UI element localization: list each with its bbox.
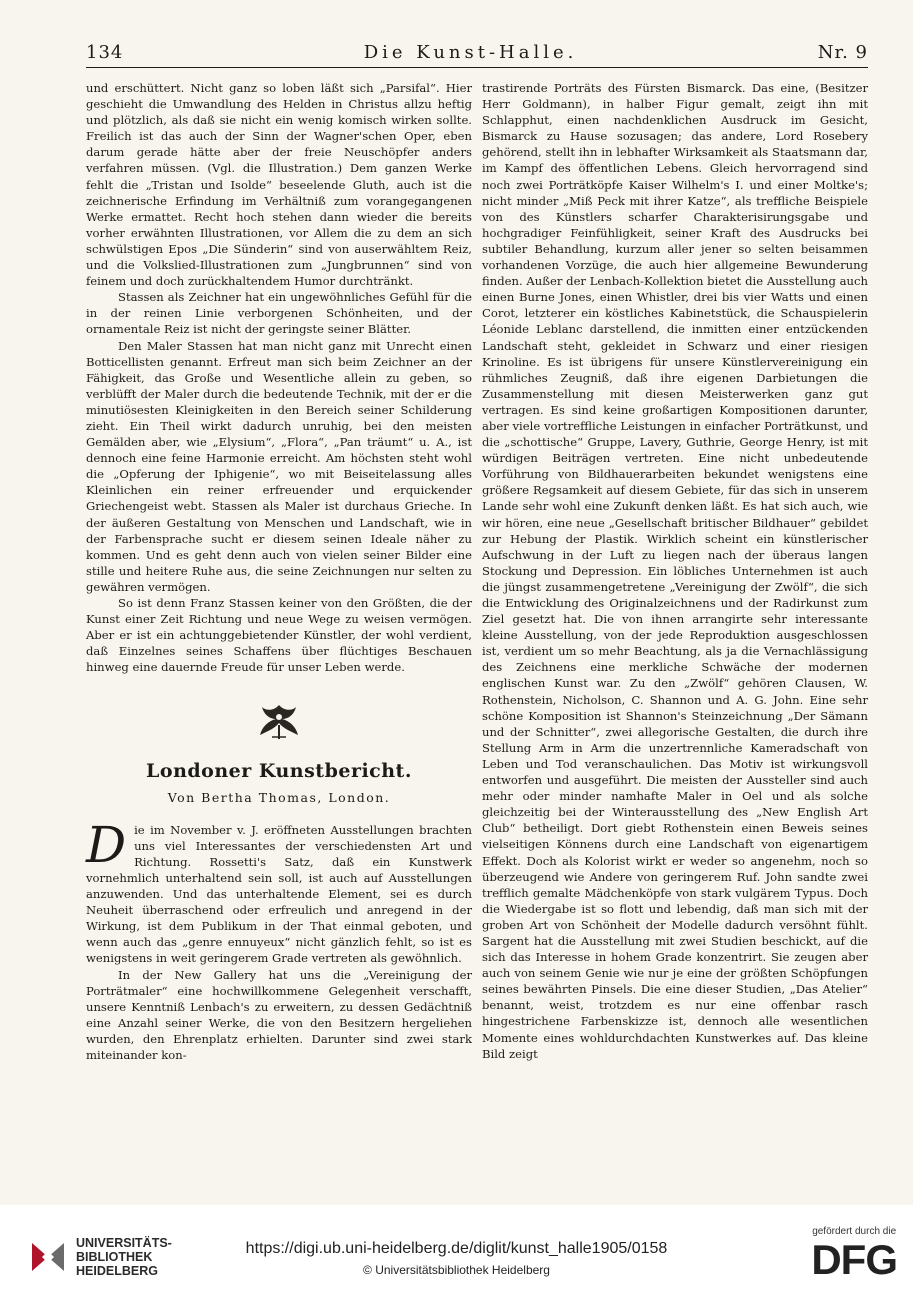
ornament-icon [86,701,472,741]
left-column [86,80,472,1063]
byline: Von Bertha Thomas, London. [167,789,391,805]
running-title: Die Kunst-Halle. [363,42,578,63]
page-number: 134 [86,42,124,63]
article-opening [86,815,472,967]
library-name-line: HEIDELBERG [76,1264,158,1278]
library-name-line: BIBLIOTHEK [76,1250,153,1264]
paragraph: In der New Gallery hat uns die „Vereinigung der Porträtmaler“ eine hochwillkommene Gelegenheit verschafft, unsere Kenntniß Lenbach's zu erweitern, zu dessen Gedächtniß eine Anzahl seiner Werke, die von den Besitzern hergeliehen wurden, den Ehrenplatz erhielten. Darunter sind zwei stark miteinander kon- [86,967,472,1062]
page-header [86,40,868,68]
dropcap: D [86,815,127,874]
paragraph: So ist denn Franz Stassen keiner von den Größten, die der Kunst einer Zeit Richtung und neue Wege zu weisen vermögen. Aber er ist ein achtunggebietender Künstler, der wohl verdient, daß Einzelnes seines Schaffens über flüchtiges Beschauen hinweg eine dauernde Freude für unser Leben werde. [86,596,472,675]
paragraph: Stassen als Zeichner hat ein ungewöhnliches Gefühl für die in der reinen Linie verborgenen Schönheiten, und der ornamentale Reiz ist nicht der geringste seiner Blätter. [86,290,472,337]
funder-mark: DFG [811,1236,897,1283]
dfg-logo[interactable] [811,1226,897,1281]
paragraph: trastirende Porträts des Fürsten Bismarck. Das eine, (Besitzer Herr Goldmann), in halber Figur gemalt, zeigt ihn mit Schlapphut, einen nachdenklichen Ausdruck im Gesicht, Bismarck zu Hause sozusagen; das andere, Lord Rosebery gehörend, stellt ihn in lebhafter Wirksamkeit als Staatsmann dar, im Kampf des öffentlichen Lebens. Gleich hervorragend sind noch zwei Porträtköpfe Kaiser Wilhelm's I. und einer Moltke's; nicht minder „Miß Peck mit ihrer Katze“, als treffliche Beispiele von des Künstlers scharfer Charakterisirungsgabe und hochgradiger Feinfühligkeit, seiner Kraft des Ausdrucks bei subtiler Behandlung, kurzum aller jener so selten beisammen vorhandenen Vorzüge, die auch hier allgemeine Bewunderung finden. Außer der Lenbach-Kollektion bietet die Ausstellung auch einen Burne Jones, einen Whistler, drei bis vier Watts und einen Corot, letzterer ein köstliches Kabinetstück, die Schauspielerin Léonide Leblanc darstellend, die inmitten einer entzückenden Landschaft steht, gekleidet in Schwarz und einer riesigen Krinoline. Es ist übrigens für unsere Künstlervereinigung ein rühmliches Zeugniß, daß ihre eigenen Darbietungen die Zusammenstellung mit diesen Meisterwerken ganz gut vertragen. Es sind keine großartigen Kompositionen darunter, aber viele vortreffliche Leistungen in einfacher Porträtkunst, und die „schottische“ Gruppe, Lavery, Guthrie, George Henry, ist mit würdigen Beiträgen vertreten. Eine nicht unbedeutende Vorführung von Bildhauerarbeiten bekundet wenigstens eine größere Regsamkeit auf diesem Gebiete, für das sich in unserem Lande sehr wohl eine Zukunft denken läßt. Es hat sich auch, wie wir hören, eine neue „Gesellschaft britischer Bildhauer“ gebildet zur Hebung der Plastik. Wirklich scheint ein künstlerischer Aufschwung in der Luft zu liegen nach der überaus langen Stockung und Depression. Ein löbliches Unternehmen ist auch die jüngst zusammengetretene „Vereinigung der Zwölf“, die sich die Entwicklung des Originalzeichnens und der Radirkunst zum Ziel gesetzt hat. Die von ihnen arrangirte sehr interessante kleine Ausstellung, von der jede Reproduktion ausgeschlossen ist, verdient um so mehr Beachtung, als ja die Vernachlässigung des Zeichnens eine merkliche Schwäche der modernen englischen Kunst war. Zu den „Zwölf“ gehören Clausen, W. Rothenstein, Nicholson, C. Shannon und A. G. John. Eine sehr schöne Komposition ist Shannon's Steinzeichnung „Der Sämann und der Schnitter“, zwei allegorische Gestalten, die durch ihre Stellung Arm in Arm die unzertrennliche Kameradschaft von Leben und Tod veranschaulichen. Das Motiv ist wirkungsvoll entworfen und ausgeführt. Die meisten der Aussteller sind auch mehr oder minder namhafte Maler in Oel und als solche gleichzeitig bei der Winterausstellung des „New English Art Club“ betheiligt. Dort giebt Rothenstein einen Beweis seines vielseitigen Könnens durch eine Landschaft von eigenartigem Effekt. Doch als Kolorist wirkt er weder so angenehm, noch so überzeugend wie Andere von geringerem Ruf. John sandte zwei trefflich gemalte Mädchenköpfe von stark vulgärem Typus. Doch die Wiedergabe ist so flott und lebendig, daß man sich mit der groben Art von Schönheit der Modelle dadurch versöhnt fühlt. Sargent hat die Ausstellung mit zwei Studien beschickt, auf die sich das Interesse in hohem Grade konzentrirt. Sie zeugen aber auch von seinem Genie wie nur je eine der größten Schöpfungen seines bewährten Pinsels. Die eine dieser Studien, „Das Atelier“ benannt, weist, trotzdem es nur eine offenbar rasch hingestrichene Farbenskizze ist, dennoch alle wesentlichen Momente eines wohldurchdachten Kunstwerkes auf. Das kleine Bild zeigt [482,81,868,1061]
paragraph: und erschüttert. Nicht ganz so loben läßt sich „Parsifal“. Hier geschieht die Umwandlung des Helden in Christus allzu heftig und plötzlich, als daß sie nicht ein wenig komisch wirken sollte. Freilich ist das auch der Sinn der Wagner'schen Oper, eben darum gerade hätte aber der freie Neuschöpfer anders verfahren müssen. (Vgl. die Illustration.) Dem ganzen Werke fehlt die „Tristan und Isolde“ beseelende Gluth, auch ist die zeichnerische Erfindung im Verhältniß zum vorangegangenen Werke ermattet. Recht hoch stehen dann wieder die bereits vorher erwähnten Illustrationen, vor Allem die zu dem an sich schwülstigen Epos „Die Sünderin“ sind von auserwähltem Reiz, und die Volkslied-Illustrationen zum „Jungbrunnen“ sind von feinem und doch zurückhaltendem Humor durchtränkt. [86,81,472,289]
issue-number: Nr. 9 [817,42,868,63]
copyright-notice: © Universitätsbibliothek Heidelberg [363,1263,550,1277]
paragraph: ie im November v. J. eröffneten Ausstellungen brachten uns viel Interessantes der verschiedensten Art und Richtung. Rossetti's Satz, daß ein Kunstwerk vornehmlich unterhaltend sein soll, ist auch auf Ausstellungen anzuwenden. Und das unterhaltende Element, sei es durch Neuheit überraschend oder erfreulich und anregend in der Wirkung, ist dem Publikum in der That einmal geboten, und wenn auch das „genre ennuyeux“ nicht gänzlich fehlt, so ist es wenigstens in weit geringerem Grade vertreten als gewöhnlich. [86,822,472,966]
library-name-line: UNIVERSITÄTS- [76,1236,172,1250]
funder-caption: gefördert durch die [812,1226,897,1237]
source-url-link[interactable]: https://digi.ub.uni-heidelberg.de/diglit/kunst_halle1905/0158 [245,1240,668,1257]
right-column [482,80,868,1062]
section-title: Londoner Kunstbericht. [146,760,412,783]
paragraph: Den Maler Stassen hat man nicht ganz mit Unrecht einen Botticellisten genannt. Erfreut man sich beim Zeichner an der Fähigkeit, das Große und Wesentliche allein zu geben, so verblüfft der Maler durch die bedeutende Technik, mit der er die minutiösesten Kleinigkeiten in den Bereich seiner Schilderung zieht. Ein Theil wirkt dadurch unruhig, bei den meisten Gemälden aber, wie „Elysium“, „Flora“, „Pan träumt“ u. A., ist dennoch eine feine Harmonie erreicht. Am höchsten steht wohl die „Opferung der Iphigenie“, wo mit Beiseitelassung alles Kleinlichen ein reiner erfreuender und erquickender Griechengeist webt. Stassen als Maler ist durchaus Grieche. In der äußeren Gestaltung von Menschen und Landschaft, wie in der Farbensprache sucht er diesem seinen Ideale näher zu kommen. Und es geht denn auch von vielen seiner Bilder eine stille und heitere Ruhe aus, die seine Zeichnungen nur selten zu gewähren vermögen. [86,338,472,594]
